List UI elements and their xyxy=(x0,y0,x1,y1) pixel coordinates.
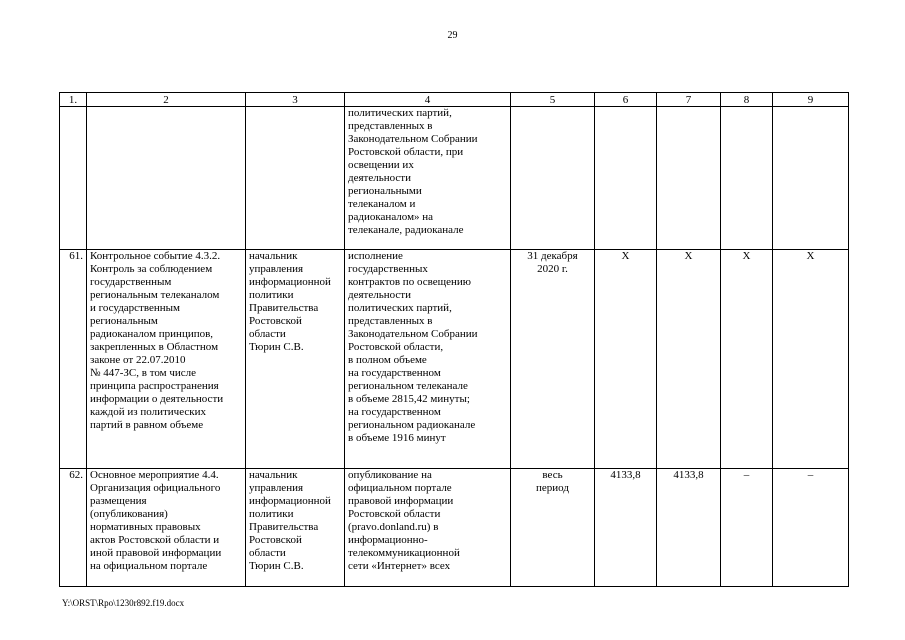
footer-file-path: Y:\ORST\Rpo\1230r892.f19.docx xyxy=(62,598,185,608)
value-col-9: Х xyxy=(773,250,849,469)
row-number: 61. xyxy=(60,250,87,469)
value-col-7 xyxy=(657,107,721,250)
column-header: 4 xyxy=(345,93,511,107)
measure-title: Контрольное событие 4.3.2. Контроль за соблюдением государственным региональным телеканалом и государственным региональным радиоканалом принципов, закрепленных в Областном законе от 22.07.2010 № 447-ЗС, в том числе принципа распространения информации о деятельности каждой из политических партий в равном объеме xyxy=(87,250,246,469)
value-col-9: – xyxy=(773,469,849,587)
table-row xyxy=(60,250,849,469)
value-col-7: 4133,8 xyxy=(657,469,721,587)
deadline: 31 декабря 2020 г. xyxy=(511,250,595,469)
value-col-9 xyxy=(773,107,849,250)
deadline: весь период xyxy=(511,469,595,587)
column-header: 8 xyxy=(721,93,773,107)
table-header-row xyxy=(60,93,849,107)
column-header: 3 xyxy=(246,93,345,107)
row-number: 62. xyxy=(60,469,87,587)
page-number: 29 xyxy=(447,30,458,41)
value-col-8: Х xyxy=(721,250,773,469)
deadline xyxy=(511,107,595,250)
measures-table xyxy=(59,92,849,587)
value-col-6: 4133,8 xyxy=(595,469,657,587)
value-col-6: Х xyxy=(595,250,657,469)
column-header: 2 xyxy=(87,93,246,107)
column-header: 1. xyxy=(60,93,87,107)
expected-result: исполнение государственных контрактов по освещению деятельности политических партий, представленных в Законодательном Собрании Ростовской области, в полном объеме на государственном региональном телеканале в объеме 2815,42 минуты; на государственном региональном радиоканале в объеме 1916 минут xyxy=(345,250,511,469)
responsible-person xyxy=(246,107,345,250)
value-col-6 xyxy=(595,107,657,250)
value-col-8: – xyxy=(721,469,773,587)
measure-title xyxy=(87,107,246,250)
responsible-person: начальник управления информационной политики Правительства Ростовской области Тюрин С.В. xyxy=(246,250,345,469)
expected-result: опубликование на официальном портале правовой информации Ростовской области (pravo.donland.ru) в информационно- телекоммуникационной сети «Интернет» всех xyxy=(345,469,511,587)
expected-result: политических партий, представленных в Законодательном Собрании Ростовской области, при освещении их деятельности региональными телеканалом и радиоканалом» на телеканале, радиоканале xyxy=(345,107,511,250)
table-row xyxy=(60,107,849,250)
column-header: 6 xyxy=(595,93,657,107)
row-number xyxy=(60,107,87,250)
value-col-7: Х xyxy=(657,250,721,469)
measure-title: Основное мероприятие 4.4. Организация официального размещения (опубликования) нормативных правовых актов Ростовской области и иной правовой информации на официальном портале xyxy=(87,469,246,587)
responsible-person: начальник управления информационной политики Правительства Ростовской области Тюрин С.В. xyxy=(246,469,345,587)
column-header: 9 xyxy=(773,93,849,107)
value-col-8 xyxy=(721,107,773,250)
table-row xyxy=(60,469,849,587)
column-header: 5 xyxy=(511,93,595,107)
column-header: 7 xyxy=(657,93,721,107)
